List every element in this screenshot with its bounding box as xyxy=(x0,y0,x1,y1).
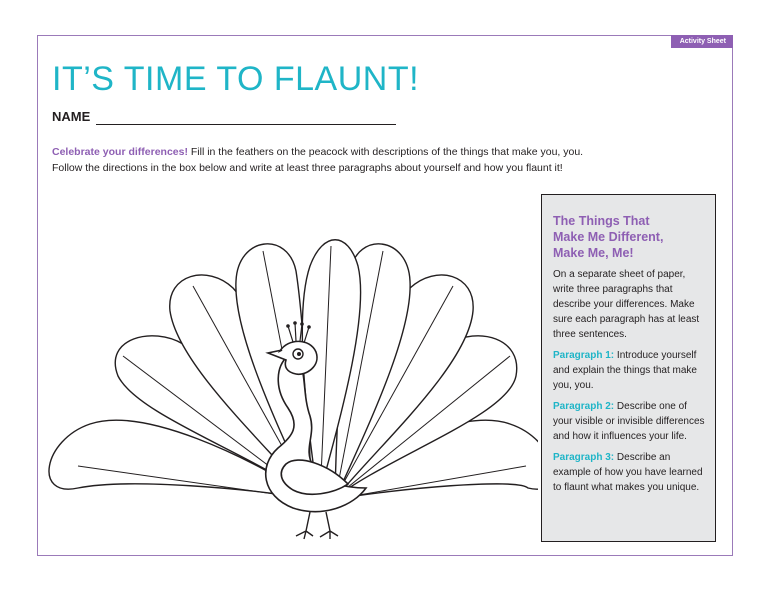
intro-highlight: Celebrate your differences! xyxy=(52,146,188,158)
heading-line-3: Make Me, Me! xyxy=(553,246,634,260)
instructions-body: On a separate sheet of paper, write three paragraphs that describe your differences. Make sure each paragraph has at least three sentences. xyxy=(553,269,700,340)
paragraph-2-instruction xyxy=(553,399,705,444)
activity-sheet xyxy=(37,35,733,556)
peacock-legs xyxy=(296,512,338,539)
instructions-heading xyxy=(553,213,705,261)
intro-text xyxy=(52,144,692,176)
peacock-illustration xyxy=(48,226,538,541)
paragraph-1-label: Paragraph 1: xyxy=(553,350,615,361)
name-field-line[interactable] xyxy=(96,124,396,125)
intro-line2: Follow the directions in the box below and write at least three paragraphs about yourself and how you flaunt it! xyxy=(52,162,563,174)
name-label: NAME xyxy=(52,109,91,124)
paragraph-3-instruction xyxy=(553,450,705,495)
heading-line-1: The Things That xyxy=(553,214,650,228)
paragraph-2-text: Describe one of your visible or invisible differences and how it influences your life. xyxy=(553,401,705,442)
paragraph-2-label: Paragraph 2: xyxy=(553,401,615,412)
paragraph-3-text: Describe an example of how you have learned to flaunt what makes you unique. xyxy=(553,452,703,493)
activity-sheet-tag: Activity Sheet xyxy=(671,35,733,48)
page-title: IT’S TIME TO FLAUNT! xyxy=(52,60,420,98)
paragraph-1-text: Introduce yourself and explain the things that make you, you. xyxy=(553,350,697,391)
instructions-box xyxy=(541,194,716,542)
intro-line1: Fill in the feathers on the peacock with descriptions of the things that make you, you. xyxy=(187,146,584,158)
heading-line-2: Make Me Different, xyxy=(553,230,664,244)
paragraph-1-instruction xyxy=(553,348,705,393)
paragraph-3-label: Paragraph 3: xyxy=(553,452,615,463)
